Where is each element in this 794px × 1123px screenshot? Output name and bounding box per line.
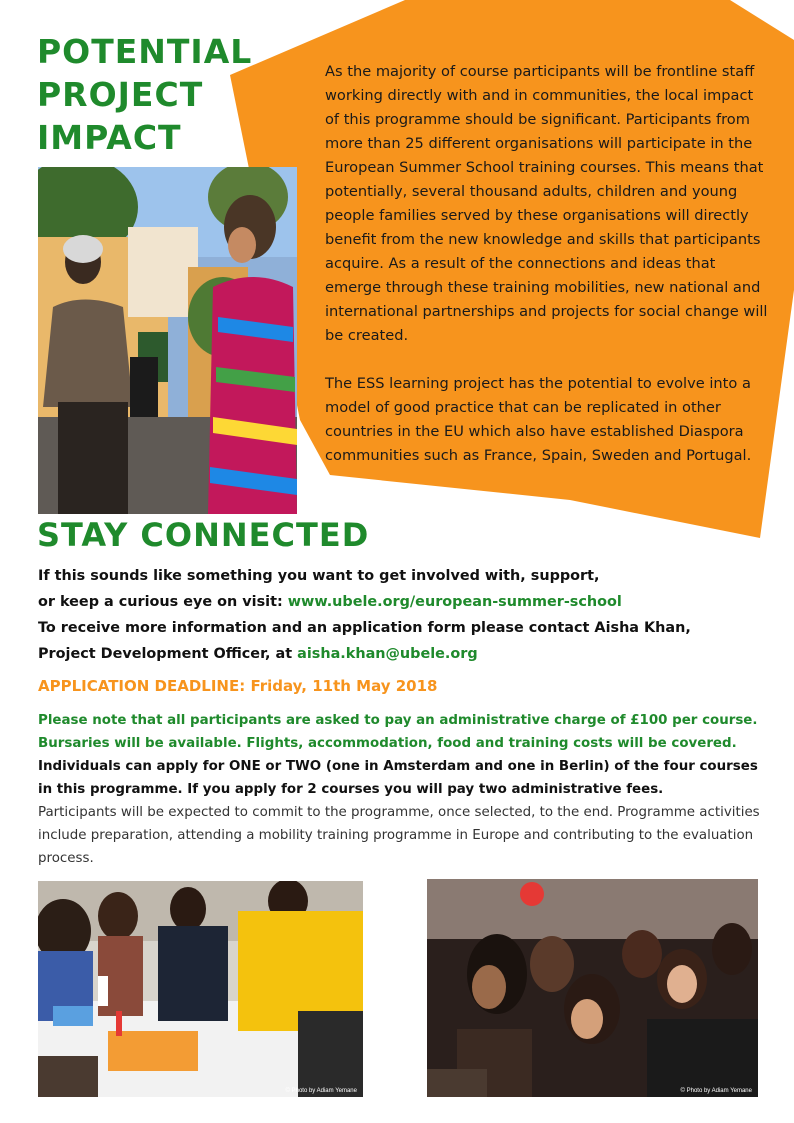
page-title [37, 30, 277, 159]
impact-paragraph-2: The ESS learning project has the potential to evolve into a model of good practice that can be replicated in other countries in the EU which also have established Diaspora communities such as France, Spain, Sweden and Portugal. [325, 375, 752, 464]
photo-crowd [427, 879, 758, 1097]
note-courses-2: in this programme. If you apply for 2 courses you will pay two administrative fees. [38, 782, 664, 797]
note-commitment: Participants will be expected to commit to the programme, once selected, to the end. Programme activities include preparation, attending a mobility training programme in Europe and contributing to the evaluation process. [38, 805, 760, 866]
photo-credit-left: © Photo by Adiam Yemane [285, 1088, 357, 1094]
note-courses-1: Individuals can apply for ONE or TWO (one in Amsterdam and one in Berlin) of the four courses [38, 759, 758, 774]
note-bursaries: Bursaries will be available. Flights, accommodation, food and training costs will be covered. [38, 736, 737, 751]
stay-connected-heading: STAY CONNECTED [37, 516, 370, 554]
connect-line-2-prefix: or keep a curious eye on visit: [38, 594, 288, 610]
connect-line-4 [38, 641, 758, 667]
connect-line-3: To receive more information and an application form please contact Aisha Khan, [38, 620, 691, 636]
email-link[interactable]: aisha.khan@ubele.org [297, 646, 478, 662]
participant-notes [38, 709, 768, 870]
note-charge: Please note that all participants are asked to pay an administrative charge of £100 per course. [38, 713, 758, 728]
connect-line-4-prefix: Project Development Officer, at [38, 646, 298, 662]
photo-credit-right: © Photo by Adiam Yemane [680, 1088, 752, 1094]
title-line-1: POTENTIAL [37, 32, 253, 71]
contact-info [38, 563, 758, 667]
connect-line-1: If this sounds like something you want to get involved with, support, [38, 568, 600, 584]
connect-line-2 [38, 589, 758, 615]
photo-workshop-table [38, 881, 363, 1097]
website-link[interactable]: www.ubele.org/european-summer-school [287, 594, 622, 610]
impact-paragraph-1: As the majority of course participants will be frontline staff working directly with and in communities, the local impact of this programme should be significant. Participants from more than 25 different organisations will participate in the European Summer School training courses. This means that potentially, several thousand adults, children and young people families served by these organisations will directly benefit from the new knowledge and skills that participants acquire. As a result of the connections and ideas that emerge through these training mobilities, new national and international partnerships and projects for social change will be created. [325, 63, 768, 344]
title-line-3: IMPACT [37, 118, 182, 157]
title-line-2: PROJECT [37, 75, 204, 114]
photo-two-women [38, 167, 297, 514]
impact-text [325, 60, 770, 492]
application-deadline: APPLICATION DEADLINE: Friday, 11th May 2018 [38, 677, 438, 695]
